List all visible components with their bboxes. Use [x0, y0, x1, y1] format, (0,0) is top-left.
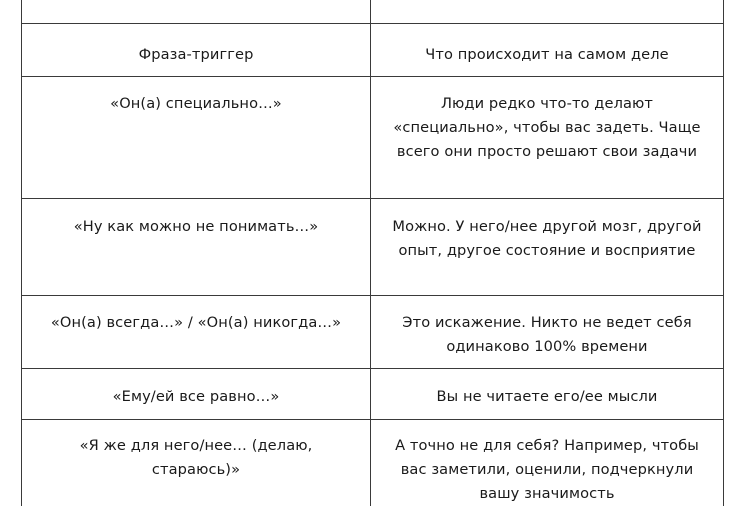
- table-row: [22, 295, 724, 368]
- table-cell: [22, 0, 371, 23]
- table-row: [22, 198, 724, 295]
- header-what-really-happens: Что происходит на самом деле: [371, 23, 724, 76]
- reality-cell: Это искажение. Никто не ведет себя одинаково 100% времени: [371, 295, 724, 368]
- table-row: [22, 76, 724, 198]
- trigger-phrases-table: [21, 0, 724, 506]
- reality-cell: Можно. У него/нее другой мозг, другой опыт, другое состояние и восприятие: [371, 198, 724, 295]
- table-row: [22, 419, 724, 506]
- table-top-spacer-row: [22, 0, 724, 23]
- table-row: [22, 368, 724, 419]
- reality-cell: А точно не для себя? Например, чтобы вас заметили, оценили, подчеркнули вашу значимость: [371, 419, 724, 506]
- trigger-cell: «Ему/ей все равно…»: [22, 368, 371, 419]
- reality-cell: Вы не читаете его/ее мысли: [371, 368, 724, 419]
- trigger-cell: «Ну как можно не понимать…»: [22, 198, 371, 295]
- reality-cell: Люди редко что-то делают «специально», чтобы вас задеть. Чаще всего они просто решают свои задачи: [371, 76, 724, 198]
- header-trigger-phrase: Фраза-триггер: [22, 23, 371, 76]
- table-header-row: [22, 23, 724, 76]
- trigger-cell: «Он(а) всегда…» / «Он(а) никогда…»: [22, 295, 371, 368]
- trigger-cell: «Я же для него/нее… (делаю, стараюсь)»: [22, 419, 371, 506]
- trigger-cell: «Он(а) специально…»: [22, 76, 371, 198]
- table-cell: [371, 0, 724, 23]
